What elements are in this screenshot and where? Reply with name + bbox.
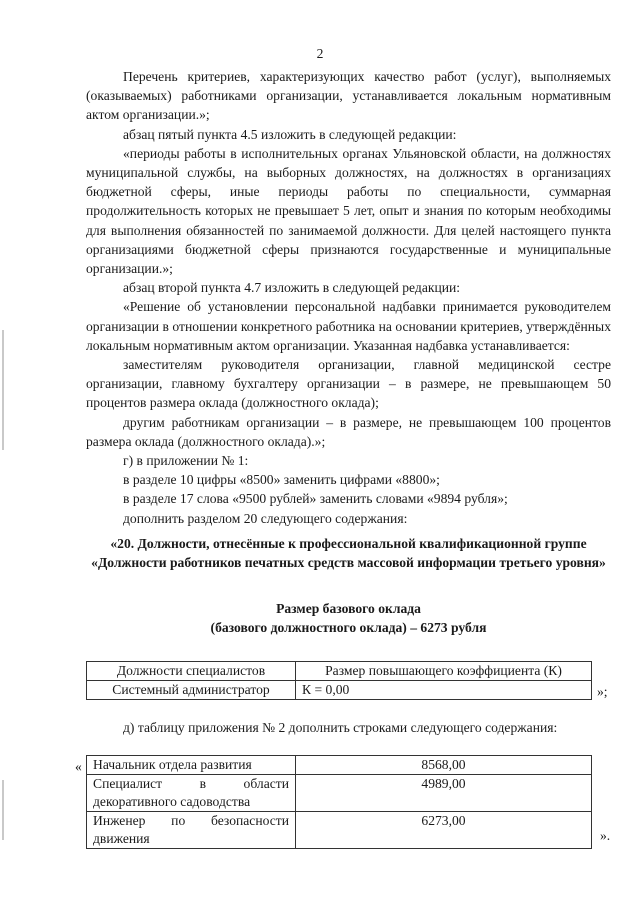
- paragraph-section-20: дополнить разделом 20 следующего содержания:: [123, 510, 408, 526]
- paragraph-work-periods: «периоды работы в исполнительных органах Ульяновской области, на должностях муниципальной службы, на выборных должностях, на должностях в организациях бюджетной сферы, иные периоды работы по специальности, суммарная продолжительность которых не превышает 5 лет, опыт и знания по которым необходимы для выполнения обязанностей по занимаемой должности. Для целей настоящего пункта организациями бюджетной сферы признаются государственные и муниципальные организации.»;: [86, 145, 611, 277]
- spacer: [86, 573, 611, 599]
- table-row: [87, 756, 592, 775]
- paragraph-criteria: Перечень критериев, характеризующих качество работ (услуг), выполняемых (оказываемых) работниками организации, устанавливается локальным нормативным актом организации.»;: [86, 69, 611, 123]
- paragraph-other-workers: другим работникам организации – в размере, не превышающем 100 процентов размера оклада (должностного оклада).»;: [86, 414, 611, 449]
- salary-heading-line1: Размер базового оклада: [276, 600, 421, 616]
- table-cell: Начальник отдела развития: [87, 756, 296, 775]
- table-cell: К = 0,00: [296, 681, 592, 700]
- closing-quote: ».: [600, 828, 611, 843]
- paragraph-appendix-1: г) в приложении № 1:: [123, 453, 249, 469]
- table-header-row: [87, 662, 592, 681]
- page-number: 2: [316, 46, 324, 61]
- closing-quote: »;: [597, 684, 608, 699]
- opening-quote: «: [75, 759, 82, 774]
- paragraph-amend-4-5: абзац пятый пункта 4.5 изложить в следующей редакции:: [123, 126, 457, 142]
- table-cell: Системный администратор: [87, 681, 296, 700]
- paragraph-deputies: заместителям руководителя организации, главной медицинской сестре организации, главному бухгалтеру организации – в размере, не превышающем 50 процентов размера оклада (должностного оклада);: [86, 357, 611, 411]
- table-row: [87, 775, 592, 812]
- specialists-table: [86, 661, 592, 700]
- table-cell: Инженер по безопасности движения: [87, 812, 296, 849]
- table-cell: 8568,00: [296, 756, 592, 775]
- table-cell: 6273,00: [296, 812, 592, 849]
- table-cell: Специалист в области декоративного садоводства: [87, 775, 296, 812]
- table-header-cell: Должности специалистов: [87, 662, 296, 681]
- scan-edge-shadow: [2, 330, 4, 450]
- table-header-cell: Размер повышающего коэффициента (К): [296, 662, 592, 681]
- positions-table: [86, 755, 592, 849]
- table-cell: 4989,00: [296, 775, 592, 812]
- paragraph-section-10: в разделе 10 цифры «8500» заменить цифрами «8800»;: [123, 472, 440, 488]
- paragraph-appendix-2: д) таблицу приложения № 2 дополнить строками следующего содержания:: [123, 720, 558, 735]
- table-row: [87, 812, 592, 849]
- scan-edge-shadow: [2, 780, 4, 840]
- salary-heading-line2: (базового должностного оклада) – 6273 рубля: [210, 620, 487, 636]
- document-body: [86, 67, 611, 638]
- section-20-heading: «20. Должности, отнесённые к профессиональной квалификационной группе «Должности работников печатных средств массовой информации третьего уровня»: [91, 535, 606, 571]
- paragraph-section-17: в разделе 17 слова «9500 рублей» заменить словами «9894 рубля»;: [123, 491, 508, 507]
- table-row: [87, 681, 592, 700]
- paragraph-personal-bonus: «Решение об установлении персональной надбавки принимается руководителем организации в отношении конкретного работника на основании критериев, утверждённых локальным нормативным актом организации. Указанная надбавка устанавливается:: [86, 299, 611, 353]
- paragraph-amend-4-7: абзац второй пункта 4.7 изложить в следующей редакции:: [123, 280, 461, 296]
